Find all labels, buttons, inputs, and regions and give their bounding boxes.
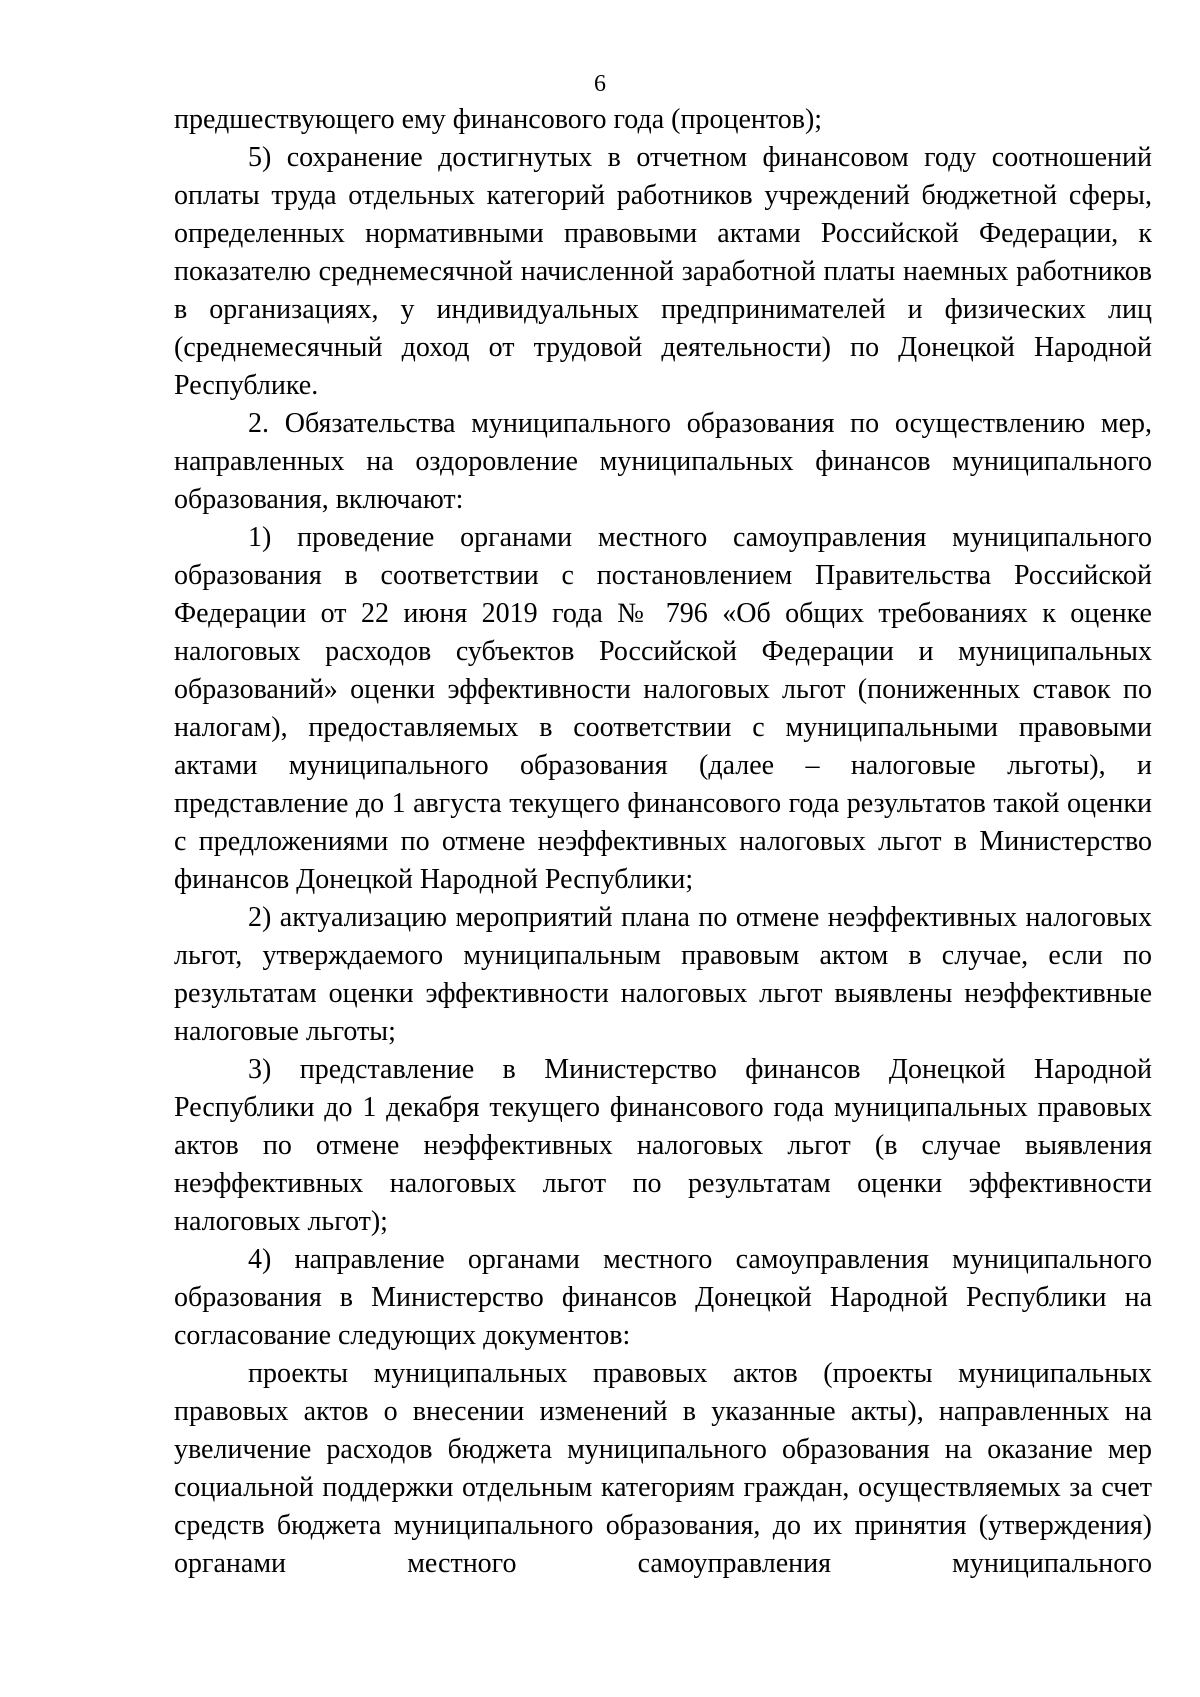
paragraph-item-2: 2) актуализацию мероприятий плана по отмене неэффективных налоговых льгот, утверждаемого муниципальным правовым актом в случае, если по результатам оценки эффективности налоговых льгот выявлены неэффективные налоговые льготы; — [174, 902, 1152, 1047]
paragraph-item-5: 5) сохранение достигнутых в отчетном финансовом году соотношений оплаты труда отдельных категорий работников учреждений бюджетной сферы, определенных нормативными правовыми актами Российской Федерации, к показателю среднемесячной начисленной заработной платы наемных работников в организациях, у индивидуальных предпринимателей и физических лиц (среднемесячный доход от трудовой деятельности) по Донецкой Народной Республике. — [174, 142, 1152, 401]
paragraph-item-3: 3) представление в Министерство финансов Донецкой Народной Республики до 1 декабря текущего финансового года муниципальных правовых актов по отмене неэффективных налоговых льгот (в случае выявления неэффективных налоговых льгот по результатам оценки эффективности налоговых льгот); — [174, 1054, 1152, 1237]
paragraph-item-4: 4) направление органами местного самоуправления муниципального образования в Министерство финансов Донецкой Народной Республики на согласование следующих документов: — [174, 1244, 1152, 1351]
paragraph-item-1: 1) проведение органами местного самоуправления муниципального образования в соответствии с постановлением Правительства Российской Федерации от 22 июня 2019 года № 796 «Об общих требованиях к оценке налоговых расходов субъектов Российской Федерации и муниципальных образований» оценки эффективности налоговых льгот (пониженных ставок по налогам), предоставляемых в соответствии с муниципальными правовыми актами муниципального образования (далее – налоговые льготы), и представление до 1 августа текущего финансового года результатов такой оценки с предложениями по отмене неэффективных налоговых льгот в Министерство финансов Донецкой Народной Республики; — [174, 522, 1152, 895]
paragraph-section-2: 2. Обязательства муниципального образования по осуществлению мер, направленных на оздоровление муниципальных финансов муниципального образования, включают: — [174, 408, 1152, 515]
document-body — [174, 101, 1152, 1583]
page-number: 6 — [594, 71, 606, 97]
paragraph-draft-acts: проекты муниципальных правовых актов (проекты муниципальных правовых актов о внесении изменений в указанные акты), направленных на увеличение расходов бюджета муниципального образования на оказание мер социальной поддержки отдельным категориям граждан, осуществляемых за счет средств бюджета муниципального образования, до их принятия (утверждения) органами местного самоуправления муниципального — [174, 1358, 1152, 1579]
paragraph-continuation: предшествующего ему финансового года (процентов); — [174, 104, 823, 135]
